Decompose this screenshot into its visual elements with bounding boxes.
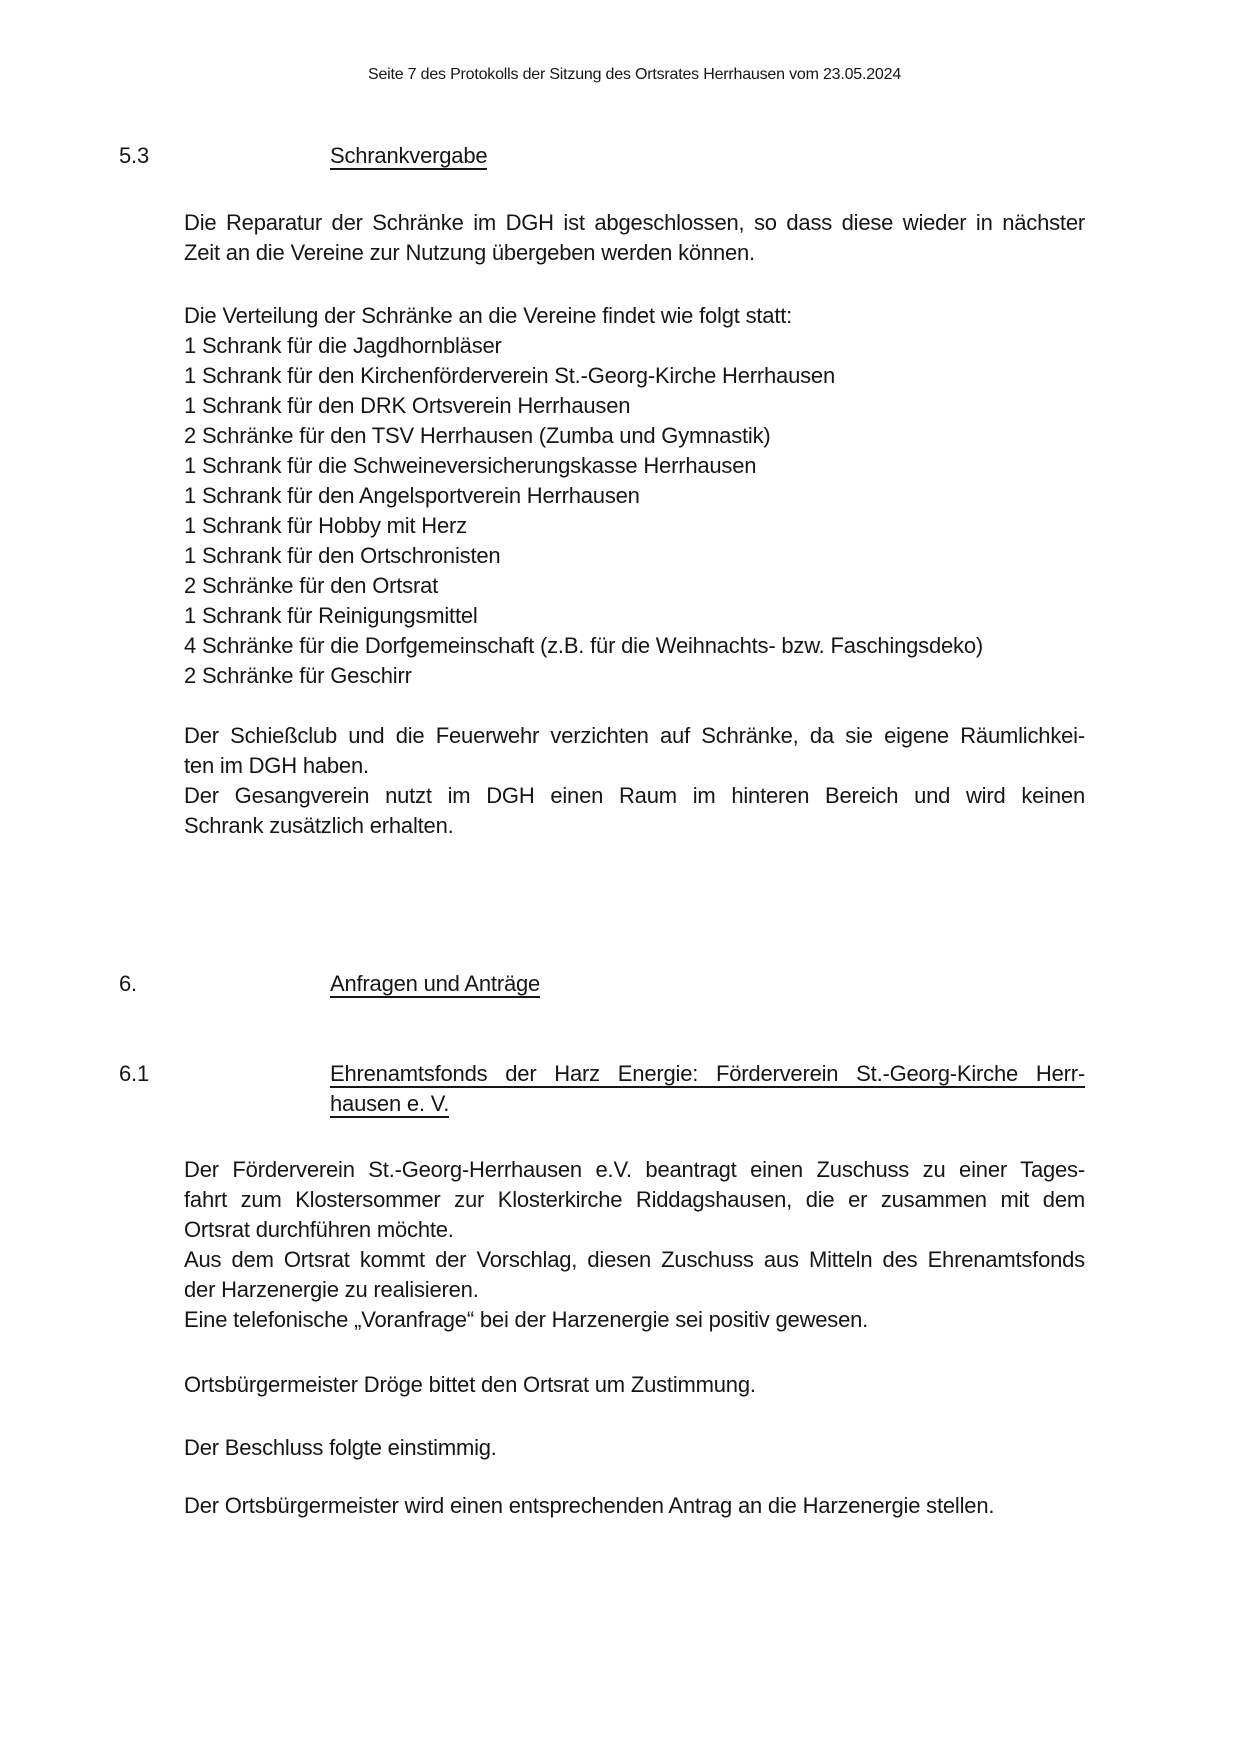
list-item: 1 Schrank für Hobby mit Herz [184, 513, 467, 538]
paragraph-line: Ortsrat durchführen möchte. [184, 1217, 454, 1242]
paragraph-line: der Harzenergie zu realisieren. [184, 1277, 479, 1302]
cabinet-distribution-list [184, 301, 1085, 691]
section-title-text: Ehrenamtsfonds der Harz Energie: Förderverein St.-Georg-Kirche Herr- [330, 1061, 1085, 1086]
section-5-3-title-text: Schrankvergabe [330, 143, 488, 168]
section-title-line [330, 1059, 1085, 1089]
paragraph-line: Schrank zusätzlich erhalten. [184, 813, 454, 838]
list-item: 1 Schrank für den Angelsportverein Herrhausen [184, 483, 640, 508]
section-6-1-paragraph-3: Der Beschluss folgte einstimmig. [184, 1435, 497, 1460]
section-6-1-paragraph-2: Ortsbürgermeister Dröge bittet den Ortsrat um Zustimmung. [184, 1372, 756, 1397]
section-5-3-title [330, 141, 487, 171]
paragraph-line: Der Förderverein St.-Georg-Herrhausen e.V. beantragt einen Zuschuss zu einer Tages- [184, 1157, 1085, 1182]
section-5-3-paragraph-2 [184, 721, 1085, 841]
list-intro: Die Verteilung der Schränke an die Vereine findet wie folgt statt: [184, 303, 793, 328]
section-6-1-title [330, 1059, 1085, 1119]
paragraph-line: fahrt zum Klostersommer zur Klosterkirche Riddagshausen, die er zusammen mit dem [184, 1187, 1085, 1212]
list-item: 1 Schrank für den DRK Ortsverein Herrhausen [184, 393, 631, 418]
list-item: 2 Schränke für den Ortsrat [184, 573, 439, 598]
list-item: 1 Schrank für die Jagdhornbläser [184, 333, 502, 358]
list-item: 1 Schrank für die Schweineversicherungskasse Herrhausen [184, 453, 757, 478]
list-item: 1 Schrank für den Kirchenförderverein St.-Georg-Kirche Herrhausen [184, 363, 835, 388]
list-item: 1 Schrank für Reinigungsmittel [184, 603, 478, 628]
section-5-3-paragraph-1 [184, 208, 1085, 268]
list-item: 2 Schränke für Geschirr [184, 663, 412, 688]
section-6-number: 6. [119, 971, 137, 996]
paragraph-line: ten im DGH haben. [184, 753, 369, 778]
section-6-1-paragraph-4: Der Ortsbürgermeister wird einen entsprechenden Antrag an die Harzenergie stellen. [184, 1493, 995, 1518]
paragraph-line: Aus dem Ortsrat kommt der Vorschlag, diesen Zuschuss aus Mitteln des Ehrenamtsfonds [184, 1247, 1085, 1272]
list-item: 2 Schränke für den TSV Herrhausen (Zumba und Gymnastik) [184, 423, 771, 448]
section-6-title [330, 969, 540, 999]
list-item: 4 Schränke für die Dorfgemeinschaft (z.B. für die Weihnachts- bzw. Faschingsdeko) [184, 633, 983, 658]
paragraph-line: Die Reparatur der Schränke im DGH ist abgeschlossen, so dass diese wieder in nächster [184, 210, 1085, 235]
paragraph-line: Der Schießclub und die Feuerwehr verzichten auf Schränke, da sie eigene Räumlichkei- [184, 723, 1085, 748]
section-5-3-number: 5.3 [119, 143, 149, 168]
section-title-text: hausen e. V. [330, 1091, 450, 1116]
paragraph-line: Zeit an die Vereine zur Nutzung übergeben werden können. [184, 240, 755, 265]
section-6-title-text: Anfragen und Anträge [330, 971, 541, 996]
paragraph-line: Der Gesangverein nutzt im DGH einen Raum im hinteren Bereich und wird keinen [184, 783, 1085, 808]
paragraph-line: Eine telefonische „Voranfrage“ bei der Harzenergie sei positiv gewesen. [184, 1307, 869, 1332]
section-title-line [330, 1089, 1085, 1119]
list-item: 1 Schrank für den Ortschronisten [184, 543, 501, 568]
section-6-1-paragraph-1 [184, 1155, 1085, 1335]
section-6-1-number: 6.1 [119, 1061, 149, 1086]
page-header: Seite 7 des Protokolls der Sitzung des Ortsrates Herrhausen vom 23.05.2024 [367, 66, 902, 83]
